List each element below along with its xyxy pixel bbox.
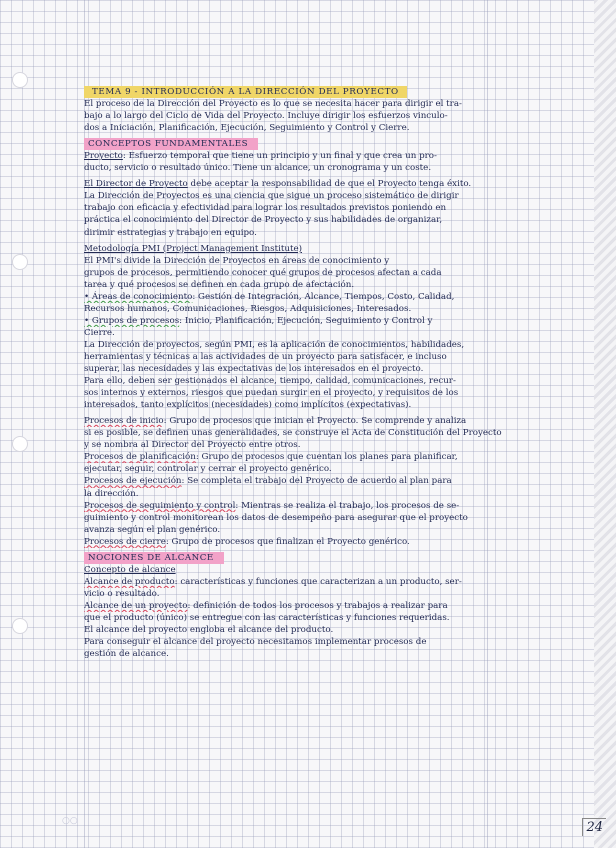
definition-text: ducto, servicio o resultado único. Tiene un alcance, un cronograma y un coste. <box>84 163 432 174</box>
notes-body <box>84 86 584 660</box>
term-alcance-producto: Alcance de producto <box>84 576 175 587</box>
definition-text: : Mientras se realiza el trabajo, los procesos de se- <box>235 500 460 511</box>
paragraph-line: La Dirección de proyectos, según PMI, es la aplicación de conocimientos, habilidades, <box>84 339 465 350</box>
paragraph-line: trabajo con eficacia y efectividad para lograr los resultados previstos poniendo en <box>84 203 447 214</box>
subheading-concepto: Concepto de alcance <box>84 564 176 575</box>
binder-hole <box>12 436 28 452</box>
definition-text: : Inicio, Planificación, Ejecución, Seguimiento y Control y <box>179 315 433 326</box>
definition-text: El alcance del proyecto engloba el alcance del producto. <box>84 625 334 636</box>
page-edge-strip <box>594 0 616 848</box>
paragraph-line: tarea y qué procesos se definen en cada grupo de afectación. <box>84 279 355 290</box>
paragraph-line: Para conseguir el alcance del proyecto necesitamos implementar procesos de <box>84 637 427 648</box>
definition-text: que el producto (único) se entregue con las características y funciones requeridas. <box>84 612 450 623</box>
definition-text: Recursos humanos, Comunicaciones, Riesgos, Adquisiciones, Interesados. <box>84 303 412 314</box>
section-heading: NOCIONES DE ALCANCE <box>84 552 224 564</box>
term-inicio: Procesos de inicio <box>84 416 164 427</box>
definition-text: : Grupo de procesos que inician el Proyecto. Se comprende y analiza <box>163 416 467 427</box>
definition-text: Cierre. <box>84 327 115 338</box>
section-heading: CONCEPTOS FUNDAMENTALES <box>84 138 258 150</box>
definition-text: avanza según el plan genérico. <box>84 524 221 535</box>
definition-text: : Se completa el trabajo del Proyecto de acuerdo al plan para <box>181 476 452 487</box>
definition-text: y se nombra al Director del Proyecto entre otros. <box>84 440 301 451</box>
term-alcance-proyecto: Alcance de un proyecto <box>84 600 188 611</box>
definition-text: : definición de todos los procesos y trabajos a realizar para <box>187 600 448 611</box>
definition-text: : Grupo de procesos que finalizan el Proyecto genérico. <box>165 536 410 547</box>
definition-text: debe aceptar la responsabilidad de que el Proyecto tenga éxito. <box>187 179 472 190</box>
paragraph-line: gestión de alcance. <box>84 649 169 660</box>
term-ejecucion: Procesos de ejecución <box>84 476 182 487</box>
term-grupos: • Grupos de procesos <box>84 315 180 326</box>
paragraph-line: Para ello, deben ser gestionados el alcance, tiempo, calidad, comunicaciones, recur- <box>84 376 456 387</box>
term-pmi: Metodología PMI (Project Management Institute) <box>84 243 302 254</box>
definition-text: la dirección. <box>84 488 139 499</box>
paragraph-line: interesados, tanto explícitos (necesidades) como implícitos (expectativas). <box>84 400 412 411</box>
definition-text: : Esfuerzo temporal que tiene un principio y un final y que crea un pro- <box>122 151 437 162</box>
term-planificacion: Procesos de planificación <box>84 452 196 463</box>
definition-text: guimiento y control monitorean los datos de desempeño para asegurar que el proyecto <box>84 512 468 523</box>
paragraph-line: La Dirección de Proyectos es una ciencia que sigue un proceso sistemático de dirigir <box>84 191 459 202</box>
paragraph-line: dirimir estrategias y trabajo en equipo. <box>84 227 257 238</box>
definition-text: si es posible, se definen unas generalidades, se construye el Acta de Constitución del Proyecto <box>84 428 502 439</box>
definition-text: : características y funciones que caracterizan a un producto, ser- <box>174 576 462 587</box>
term-director: El Director de Proyecto <box>84 179 188 190</box>
term-cierre: Procesos de cierre <box>84 536 166 547</box>
page-number: 24 <box>582 818 606 836</box>
intro-line: El proceso de la Dirección del Proyecto es lo que se necesita hacer para dirigir el tra- <box>84 99 462 110</box>
paragraph-line: grupos de procesos, permitiendo conocer qué grupos de procesos afectan a cada <box>84 267 442 278</box>
intro-line: bajo a lo largo del Ciclo de Vida del Proyecto. Incluye dirigir los esfuerzos vinculo- <box>84 111 448 122</box>
definition-text: vicio o resultado. <box>84 588 160 599</box>
paragraph-line: herramientas y técnicas a las actividades de un proyecto para satisfacer, e incluso <box>84 351 447 362</box>
term-proyecto: Proyecto <box>84 151 123 162</box>
binder-hole <box>12 72 28 88</box>
definition-text: ejecutar, seguir, controlar y cerrar el proyecto genérico. <box>84 464 332 475</box>
definition-text: : Gestión de Integración, Alcance, Tiempos, Costo, Calidad, <box>192 291 455 302</box>
binder-hole <box>12 618 28 634</box>
binder-hole <box>12 254 28 270</box>
paragraph-line: superar, las necesidades y las expectativas de los interesados en el proyecto. <box>84 364 424 375</box>
paragraph-line: El PMI's divide la Dirección de Proyectos en áreas de conocimiento y <box>84 255 390 266</box>
paragraph-line: sos internos y externos, riesgos que puedan surgir en el proyecto, y requisitos de los <box>84 388 459 399</box>
faint-mark: ○○ <box>62 816 78 826</box>
definition-text: : Grupo de procesos que cuentan los planes para planificar, <box>195 452 458 463</box>
term-seguimiento: Procesos de seguimiento y control <box>84 500 236 511</box>
intro-line: dos a Iniciación, Planificación, Ejecución, Seguimiento y Control y Cierre. <box>84 123 410 134</box>
page-title: TEMA 9 - INTRODUCCIÓN A LA DIRECCIÓN DEL PROYECTO <box>84 86 407 98</box>
term-areas: • Áreas de conocimiento <box>84 291 193 302</box>
paragraph-line: práctica el conocimiento del Director de Proyecto y sus habilidades de organizar, <box>84 215 443 226</box>
